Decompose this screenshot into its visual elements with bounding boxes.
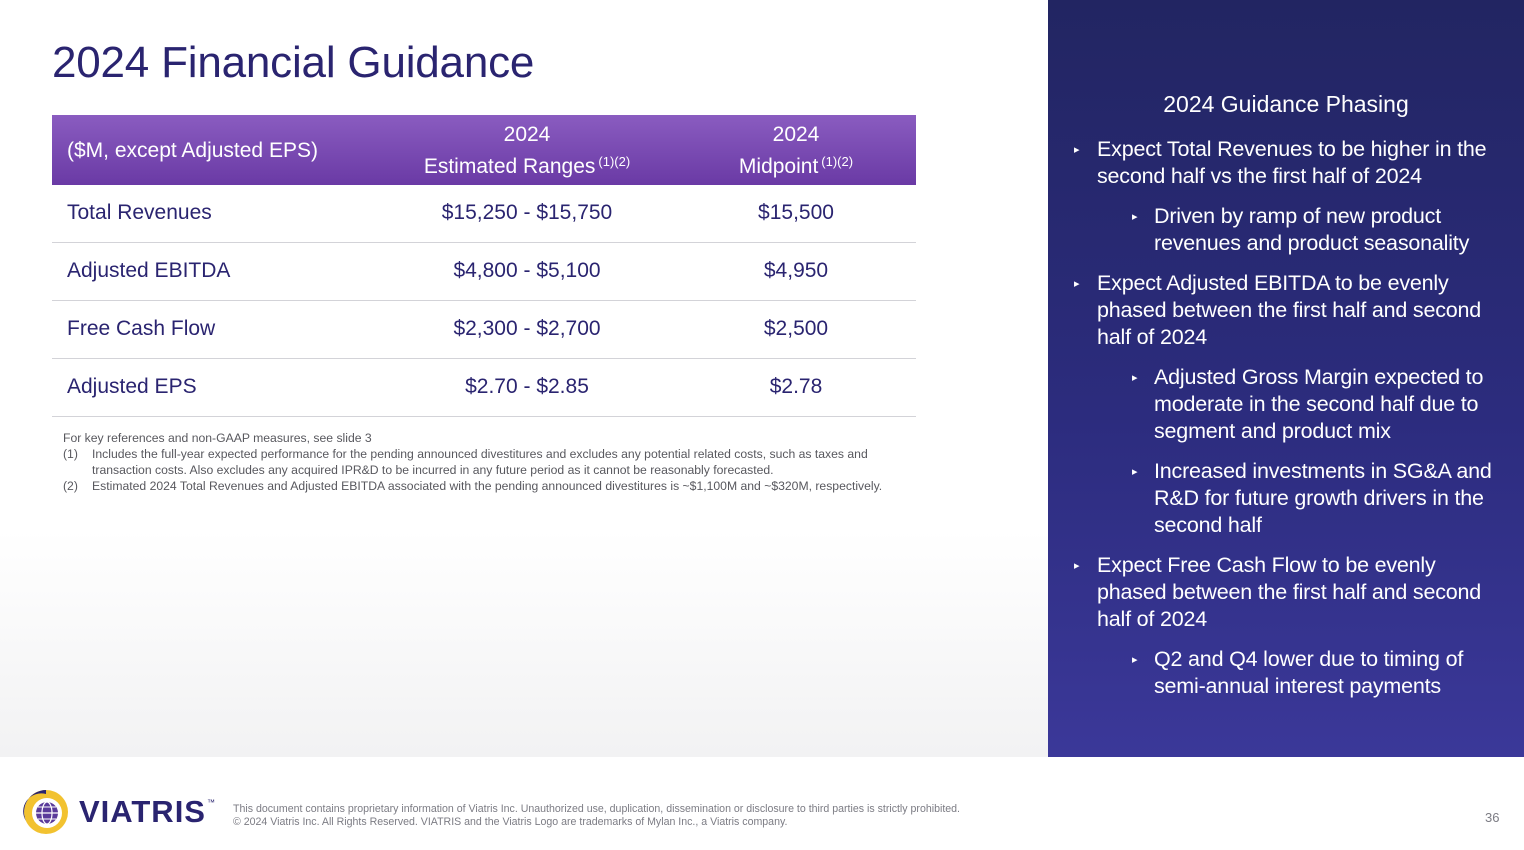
table-header-row	[52, 115, 916, 185]
bullet-arrow-icon: ▸	[1074, 278, 1080, 290]
page-number: 36	[1485, 810, 1500, 825]
bullet-item	[1048, 552, 1524, 633]
panel-title: 2024 Guidance Phasing	[1163, 91, 1409, 117]
footnote-text: Estimated 2024 Total Revenues and Adjusted EBITDA associated with the pending announced divestitures is ~$1,100M and ~$320M, respectively.	[92, 479, 883, 493]
sub-bullet-item	[1048, 646, 1524, 700]
row-midpoint: $15,500	[758, 201, 834, 225]
row-label: Total Revenues	[67, 201, 212, 225]
bullet-list	[1048, 136, 1524, 713]
sub-bullet-item	[1048, 203, 1524, 257]
bullet-text: Q2 and Q4 lower due to timing of semi-annual interest payments	[1154, 647, 1464, 698]
row-range: $15,250 - $15,750	[441, 201, 613, 225]
guidance-phasing-panel	[1048, 0, 1524, 757]
header-midpoint	[676, 115, 916, 185]
viatris-globe-icon	[22, 788, 70, 836]
footnote-text: Includes the full-year expected performance for the pending announced divestitures and excludes any potential related costs, such as taxes and transaction costs. Also excludes any acquired IPR&D to be incurred in any future period as it cannot be reasonably forecasted.	[92, 447, 868, 477]
header-mid-line1: 2024	[772, 122, 820, 146]
bullet-text: Increased investments in SG&A and R&D for future growth drivers in the second half	[1154, 459, 1492, 537]
footnote-number: (2)	[63, 479, 78, 493]
table-row	[52, 358, 916, 416]
bullet-item	[1048, 136, 1524, 190]
row-label: Free Cash Flow	[67, 317, 216, 340]
disclaimer	[233, 803, 960, 829]
header-mid-line2: Midpoint	[738, 154, 819, 178]
bullet-text: Expect Adjusted EBITDA to be evenly phased between the first half and second half of 2024	[1097, 271, 1482, 349]
table-row	[52, 242, 916, 300]
footnote-number: (1)	[63, 447, 78, 461]
footnote-item	[63, 478, 903, 494]
disclaimer-line: This document contains proprietary information of Viatris Inc. Unauthorized use, duplication, dissemination or disclosure to third parties is strictly prohibited.	[233, 803, 961, 815]
header-range-line1: 2024	[503, 122, 551, 146]
bullet-text: Expect Total Revenues to be higher in the second half vs the first half of 2024	[1097, 137, 1487, 188]
guidance-table	[52, 115, 916, 417]
bullet-arrow-icon: ▸	[1132, 372, 1138, 384]
bullet-arrow-icon: ▸	[1132, 466, 1138, 478]
row-midpoint: $2,500	[763, 317, 829, 340]
footnote-intro: For key references and non-GAAP measures, see slide 3	[63, 431, 372, 445]
row-midpoint: $2.78	[769, 375, 823, 398]
row-range: $2.70 - $2.85	[465, 375, 589, 398]
bullet-arrow-icon: ▸	[1132, 654, 1138, 666]
header-range-line2: Estimated Ranges	[423, 154, 596, 178]
bullet-text: Adjusted Gross Margin expected to moderate in the second half due to segment and product mix	[1154, 365, 1484, 443]
header-range-footnote: (1)(2)	[598, 153, 631, 169]
footnote-item	[63, 446, 903, 478]
header-estimated-ranges	[378, 115, 676, 185]
header-mid-footnote: (1)(2)	[821, 153, 854, 169]
logo-wordmark: VIATRIS	[79, 794, 206, 829]
row-range: $2,300 - $2,700	[453, 317, 601, 340]
row-label: Adjusted EPS	[67, 375, 197, 398]
logo-trademark: ™	[207, 798, 215, 807]
slide-footer	[0, 757, 1524, 850]
row-label: Adjusted EBITDA	[67, 259, 231, 282]
bullet-text: Expect Free Cash Flow to be evenly phased between the first half and second half of 2024	[1097, 553, 1482, 631]
bullet-item	[1048, 270, 1524, 351]
bullet-text: Driven by ramp of new product revenues and product seasonality	[1154, 204, 1470, 255]
table-row	[52, 300, 916, 358]
bullet-arrow-icon: ▸	[1132, 211, 1138, 223]
page-title: 2024 Financial Guidance	[52, 38, 535, 87]
row-range: $4,800 - $5,100	[453, 259, 601, 282]
footnotes	[63, 430, 903, 494]
sub-bullet-item	[1048, 364, 1524, 445]
bullet-arrow-icon: ▸	[1074, 560, 1080, 572]
row-midpoint: $4,950	[763, 259, 829, 282]
disclaimer-line: © 2024 Viatris Inc. All Rights Reserved. VIATRIS and the Viatris Logo are trademarks of Mylan Inc., a Viatris company.	[233, 816, 788, 828]
header-label: ($M, except Adjusted EPS)	[67, 138, 318, 162]
viatris-logo	[22, 788, 215, 836]
sub-bullet-item	[1048, 458, 1524, 539]
table-row	[52, 185, 916, 242]
bullet-arrow-icon: ▸	[1074, 144, 1080, 156]
